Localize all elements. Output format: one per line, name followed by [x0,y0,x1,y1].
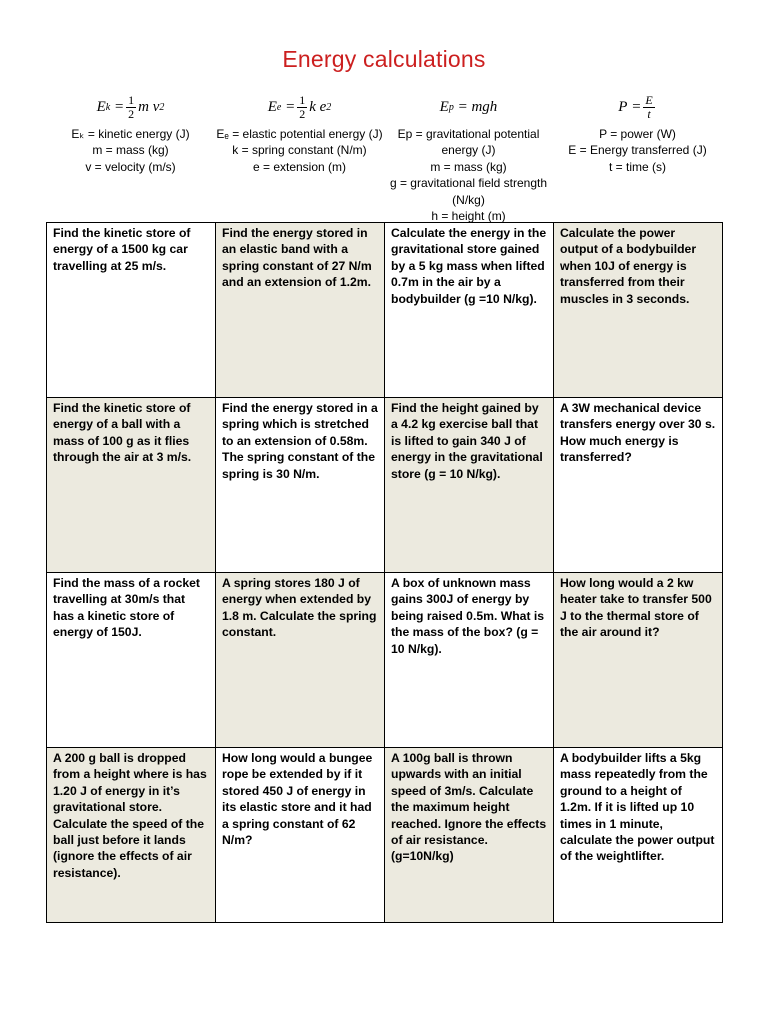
formula-kinetic [46,88,215,224]
page-title: Energy calculations [282,46,486,72]
question-grid [46,222,723,923]
question-cell: Find the mass of a rocket travelling at 30m/s that has a kinetic store of energy of 150J. [47,573,216,748]
legend-line: h = height (m) [431,209,506,224]
legend-line: e = extension (m) [252,159,347,174]
legend-line: k = spring constant (N/m) [232,143,367,158]
eq-lhs: P [618,98,628,115]
elastic-legend [215,126,384,175]
eq-lhs: E [439,98,449,115]
question-cell: Find the kinetic store of energy of a 1500 kg car travelling at 25 m/s. [47,223,216,398]
eq-fraction [126,94,136,121]
formula-power [553,88,722,224]
legend-line: m = mass (kg) [430,159,507,174]
question-cell: Find the height gained by a 4.2 kg exercise ball that is lifted to gain 340 J of energy in the gravitational store (g = 10 N/kg). [385,398,554,573]
legend-line: E = Energy transferred (J) [568,143,707,158]
question-cell: How long would a bungee rope be extended by if it stored 450 J of energy in its elastic store and it had a spring constant of 62 N/m? [216,748,385,923]
frac-num: E [645,92,653,107]
legend-line: v = velocity (m/s) [85,159,176,174]
question-cell: Calculate the energy in the gravitational store gained by a 5 kg mass when lifted 0.7m in the air by a bodybuilder (g =10 N/kg). [385,223,554,398]
frac-den: 2 [299,106,306,121]
eq-rhs-sup: 2 [326,101,332,113]
power-equation: P = $\frac{E}{t}$ [618,92,653,121]
question-cell: A bodybuilder lifts a 5kg mass repeatedly from the ground to a height of 1.2m. If it is lifted up 10 times in 1 minute, calculate the power output of the weightlifter. [554,748,723,923]
legend-line: Eₖ = kinetic energy (J) [71,127,190,141]
formula-elastic [215,88,384,224]
question-cell: A box of unknown mass gains 300J of energy by being raised 0.5m. What is the mass of the box? (g = 10 N/kg). [385,573,554,748]
eq-rhs: mgh [471,98,498,115]
question-row [47,398,723,573]
eq-rhs: m v [138,98,160,115]
question-cell: Find the energy stored in a spring which is stretched to an extension of 0.58m. The spring constant of the spring is 30 N/m. [216,398,385,573]
question-cell: A spring stores 180 J of energy when extended by 1.8 m. Calculate the spring constant. [216,573,385,748]
question-cell: Find the kinetic store of energy of a ball with a mass of 100 g as it flies through the air at 3 m/s. [47,398,216,573]
legend-line: g = gravitational field strength (N/kg) [389,176,548,207]
formula-header [46,88,722,224]
eq-lhs-sub: k [105,101,111,113]
question-cell: How long would a 2 kw heater take to transfer 500 J to the thermal store of the air around it? [554,573,723,748]
legend-line: t = time (s) [608,159,666,174]
frac-num: 1 [128,92,135,107]
legend-line: m = mass (kg) [92,143,169,158]
eq-lhs-sub: p [448,101,454,113]
question-cell: A 200 g ball is dropped from a height where is has 1.20 J of energy in it’s gravitational store. Calculate the speed of the ball just before it lands (ignore the effects of air resistance). [47,748,216,923]
eq-lhs-sub: e [276,101,282,113]
legend-line: Ep = gravitational potential energy (J) [397,127,540,158]
eq-fraction [643,94,654,121]
legend-line: Eₑ = elastic potential energy (J) [216,127,383,141]
question-cell: Find the energy stored in an elastic band with a spring constant of 27 N/m and an extension of 1.2m. [216,223,385,398]
question-row [47,223,723,398]
frac-num: 1 [299,92,306,107]
eq-rhs: k e [309,98,327,115]
gravitational-equation: E p = mgh [439,98,498,115]
gravitational-legend [384,126,553,224]
eq-lhs: E [267,98,277,115]
elastic-equation: E e = $\frac{1}{2}$ k e 2 [267,92,332,121]
question-row [47,573,723,748]
eq-lhs: E [96,98,106,115]
formula-gravitational [384,88,553,224]
kinetic-equation: E k = $\frac{1}{2}$ m v 2 [96,92,165,121]
question-cell: A 100g ball is thrown upwards with an initial speed of 3m/s. Calculate the maximum height reached. Ignore the effects of air resistance. (g=10N/kg) [385,748,554,923]
question-cell: A 3W mechanical device transfers energy over 30 s. How much energy is transferred? [554,398,723,573]
power-legend [553,126,722,175]
question-row [47,748,723,923]
kinetic-legend [46,126,215,175]
legend-line: P = power (W) [599,127,676,141]
frac-den: t [647,106,651,121]
eq-fraction [297,94,307,121]
eq-rhs-sup: 2 [159,101,165,113]
frac-den: 2 [128,106,135,121]
question-cell: Calculate the power output of a bodybuilder when 10J of energy is transferred from their muscles in 3 seconds. [554,223,723,398]
